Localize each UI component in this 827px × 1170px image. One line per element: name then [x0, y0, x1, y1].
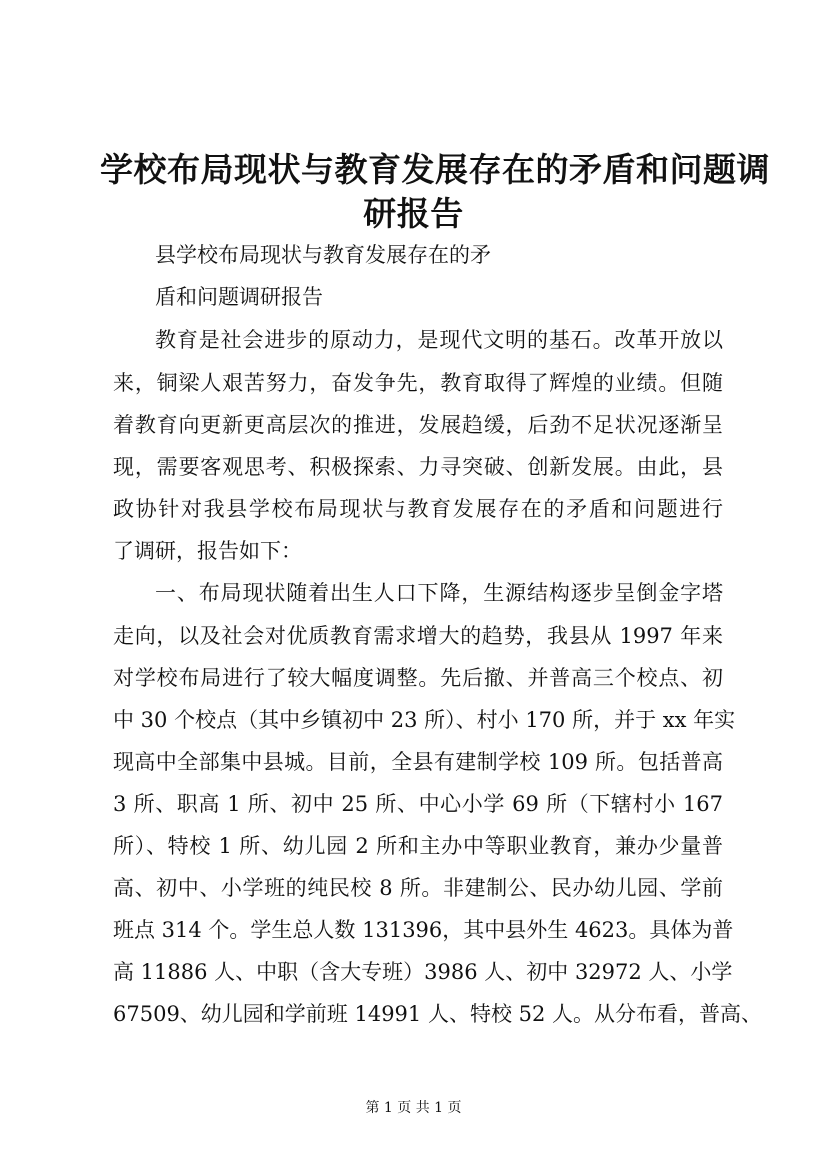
paragraph-line: 所）、特校 1 所、幼儿园 2 所和主办中等职业教育，兼办少量普 — [113, 834, 723, 858]
paragraph-line: 高 11886 人、中职（含大专班）3986 人、初中 32972 人、小学 — [113, 960, 733, 984]
paragraph-line: 对学校布局进行了较大幅度调整。先后撤、并普高三个校点、初 — [113, 666, 723, 690]
paragraph-line: 了调研，报告如下： — [113, 539, 302, 563]
paragraph-line: 中 30 个校点（其中乡镇初中 23 所）、村小 170 所，并于 xx 年实 — [113, 708, 736, 732]
paragraph-line: 现，需要客观思考、积极探索、力寻突破、创新发展。由此，县 — [113, 455, 723, 479]
subtitle-line-1: 县学校布局现状与教育发展存在的矛 — [155, 243, 491, 267]
paragraph-line: 班点 314 个。学生总人数 131396，其中县外生 4623。具体为普 — [113, 918, 734, 942]
paragraph-line: 高、初中、小学班的纯民校 8 所。非建制公、民办幼儿园、学前 — [113, 876, 723, 900]
paragraph-line: 现高中全部集中县城。目前，全县有建制学校 109 所。包括普高 — [113, 750, 723, 774]
paragraph-line: 来，铜梁人艰苦努力，奋发争先，教育取得了辉煌的业绩。但随 — [113, 371, 723, 395]
page-number-footer: 第 1 页 共 1 页 — [365, 1100, 462, 1116]
paragraph-line: 政协针对我县学校布局现状与教育发展存在的矛盾和问题进行 — [113, 497, 723, 521]
paragraph-line: 一、布局现状随着出生人口下降，生源结构逐步呈倒金字塔 — [155, 581, 723, 605]
paragraph-line: 教育是社会进步的原动力，是现代文明的基石。改革开放以 — [155, 328, 723, 352]
document-title-line-1: 学校布局现状与教育发展存在的矛盾和问题调 — [100, 150, 770, 189]
document-title-line-2: 研报告 — [363, 194, 464, 233]
paragraph-line: 走向，以及社会对优质教育需求增大的趋势，我县从 1997 年来 — [113, 624, 723, 648]
paragraph-line: 67509、幼儿园和学前班 14991 人、特校 52 人。从分布看，普高、 — [113, 1002, 763, 1026]
paragraph-line: 3 所、职高 1 所、初中 25 所、中心小学 69 所（下辖村小 167 — [113, 792, 723, 816]
subtitle-line-2: 盾和问题调研报告 — [155, 285, 323, 309]
paragraph-line: 着教育向更新更高层次的推进，发展趋缓，后劲不足状况逐渐呈 — [113, 413, 723, 437]
